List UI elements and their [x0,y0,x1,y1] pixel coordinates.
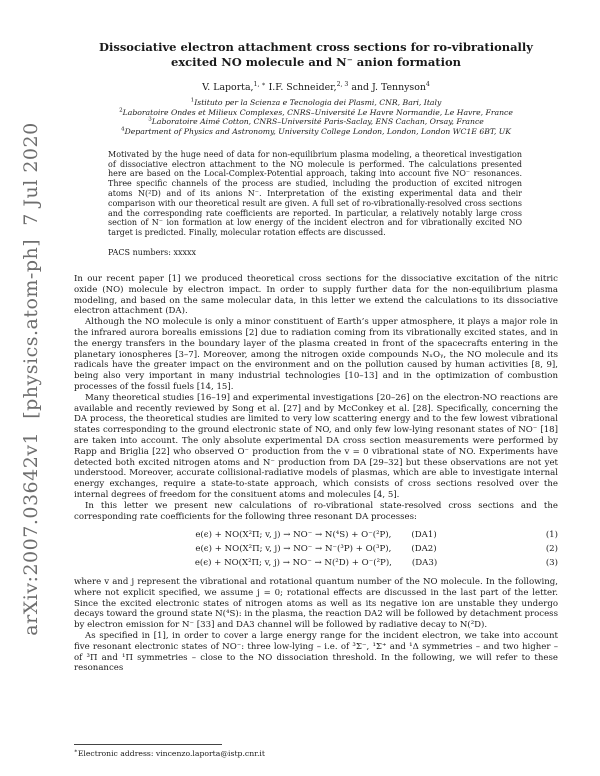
footnote-email-link[interactable]: vincenzo.laporta@istp.cnr.it [155,749,265,759]
equation-tag: (DA1) [411,530,437,541]
equation-number: (1) [545,530,558,541]
affiliation-marker: 4 [121,126,125,133]
body-paragraph: Many theoretical studies [16–19] and experimental investigations [20–26] on the electron-NO reactions are available and recently reviewed by Song et al. [27] and by McConkey et al. [28]. Specifically, concerning the DA process, the theoretical studies are limited to very low scattering energy and to the few lowest vibrational states corresponding to the ground electronic state of NO, and only few low-lying resonant states of NO⁻ [18] are taken into account. The only absolute experimental DA cross section measurements were performed by Rapp and Briglia [22] who observed O⁻ production from the v = 0 vibrational state of NO. Experiments have detected both excited nitrogen atoms and N⁻ production from DA [29–32] but these observations are not yet understood. Moreover, accurate collisional-radiative models of plasmas, which are able to investigate internal energy exchanges, require a state-to-state approach, which consists of cross sections resolved over the internal degrees of freedom for the consituent atoms and molecules [4, 5]. [74,392,558,500]
affiliations-block [74,98,558,137]
affiliation-text: Laboratoire Ondes et Milieux Complexes, CNRS–Université Le Havre Normandie, Le Havre, France [122,107,513,117]
equations-block [74,529,558,570]
equation-expression: e(ϵ) + NO(X²Π; v, j) → NO⁻ → N(⁴S) + O⁻(²P), [195,530,392,541]
equation-number: (2) [545,543,558,554]
footnote [74,744,558,759]
affiliation-text: Istituto per la Scienza e Tecnologia dei Plasmi, CNR, Bari, Italy [194,98,442,107]
affiliation [74,117,558,127]
equation-row [74,557,558,571]
affiliation-marker: 1 [190,97,195,104]
author-affil-marker: 4 [425,80,430,88]
footnote-marker: ∗ [74,748,78,755]
affiliation-text: Department of Physics and Astronomy, University College London, London, London WC1E 6BT, UK [124,127,511,137]
affiliation-text: Laboratoire Aimé Cotton, CNRS–Université Paris-Saclay, ENS Cachan, Orsay, France [151,117,484,127]
affiliation-marker: 3 [148,116,152,123]
affiliation [74,98,558,108]
author-name: V. Laporta, [202,82,254,93]
equation-row [74,543,558,557]
equation-tag: (DA3) [411,557,438,568]
footnote-rule [74,744,222,745]
body-paragraph: In our recent paper [1] we produced theoretical cross sections for the dissociative excitation of the nitric oxide (NO) molecule by electron impact. In order to supply further data for the non-equilibrium plasma modeling, and based on the same molecular data, in this letter we extend the calculations to its dissociative electron attachment (DA). [74,273,558,317]
author-name: and J. Tennyson [348,82,426,93]
author-name: I.F. Schneider, [265,82,337,93]
body-paragraph: where v and j represent the vibrational and rotational quantum number of the NO molecule. In the following, where not explicit specified, we assume j = 0; rotational effects are discussed in the last part of the letter. Since the excited electronic states of nitrogen atoms as well as its negative ion are unstable they undergo decays toward the ground state N(⁴S): in the plasma, the reaction DA2 will be followed by detachment process by electron emission for N⁻ [33] and DA3 channel will be followed by radiative decay to N(²D). [74,577,558,631]
equation-tag: (DA2) [411,543,437,554]
paper-title: Dissociative electron attachment cross sections for ro-vibrationally excited NO molecule and N⁻ anion formation [99,40,533,69]
equation-expression: e(ϵ) + NO(X²Π; v, j) → NO⁻ → N⁻(³P) + O(³P), [195,543,392,554]
footnote-label: Electronic address: [77,749,156,759]
author-affil-marker: 2, 3 [336,80,349,88]
pacs-line: PACS numbers: xxxxx [108,247,197,257]
author-affil-marker: 1, ∗ [253,80,266,88]
footnote-line [74,749,558,759]
paper-body [74,274,558,674]
arxiv-watermark: arXiv:2007.03642v1 [physics.atom-ph] 7 Jul 2020 [20,122,42,636]
equation-row [74,529,558,543]
affiliation-marker: 2 [119,107,123,114]
equation-number: (3) [545,557,558,568]
abstract-text: Motivated by the huge need of data for non-equilibrium plasma modeling, a theoretical investigation of dissociative electron attachment to the NO molecule is performed. The calculations presented here are based on the Local-Complex-Potential approach, taking into account five NO⁻ resonances. Three specific channels of the process are studied, including the production of excited nitrogen atoms N(²D) and of its anions N⁻. Interpretation of the existing experimental data and their comparison with our theoretical result are given. A full set of ro-vibrationally-resolved cross sections and the corresponding rate coefficients are reported. In particular, a relatively notably large cross section of N⁻ ion formation at low energy of the incident electron and for vibrationally excited NO target is predicted. Finally, molecular rotation effects are discussed. [108,149,522,238]
affiliation [74,127,558,137]
body-paragraph: Although the NO molecule is only a minor constituent of Earth’s upper atmosphere, it plays a major role in the infrared aurora borealis emissions [2] due to radiation coming from its vibrationally excited states, and in the energy transfers in the boundary layer of the plasma created in front of the spacecrafts entering in the planetary ionospheres [3–7]. Moreover, among the nitrogen oxide compounds NₓOᵧ, the NO molecule and its radicals have the greater impact on the environment and on the pollution caused by human activities [8, 9], being also very important in many industrial technologies [10–13] and in the optimization of combustion processes of the fossil fuels [14, 15]. [74,317,558,392]
body-paragraph: In this letter we present new calculations of ro-vibrational state-resolved cross sections and the corresponding rate coefficients for the following three resonant DA processes: [74,500,558,522]
authors-line [74,82,558,93]
equation-expression: e(ϵ) + NO(X²Π; v, j) → NO⁻ → N(²D) + O⁻(²P), [194,557,392,568]
body-paragraph: As specified in [1], in order to cover a large energy range for the incident electron, we take into account five resonant electronic states of NO⁻: three low-lying – i.e. of ³Σ⁻, ¹Σ⁺ and ¹Δ symmetries – and two higher – of ³Π and ¹Π symmetries – close to the NO dissociation threshold. In the following, we will refer to these resonances [74,631,558,674]
affiliation [74,108,558,118]
paper-content [74,40,558,674]
